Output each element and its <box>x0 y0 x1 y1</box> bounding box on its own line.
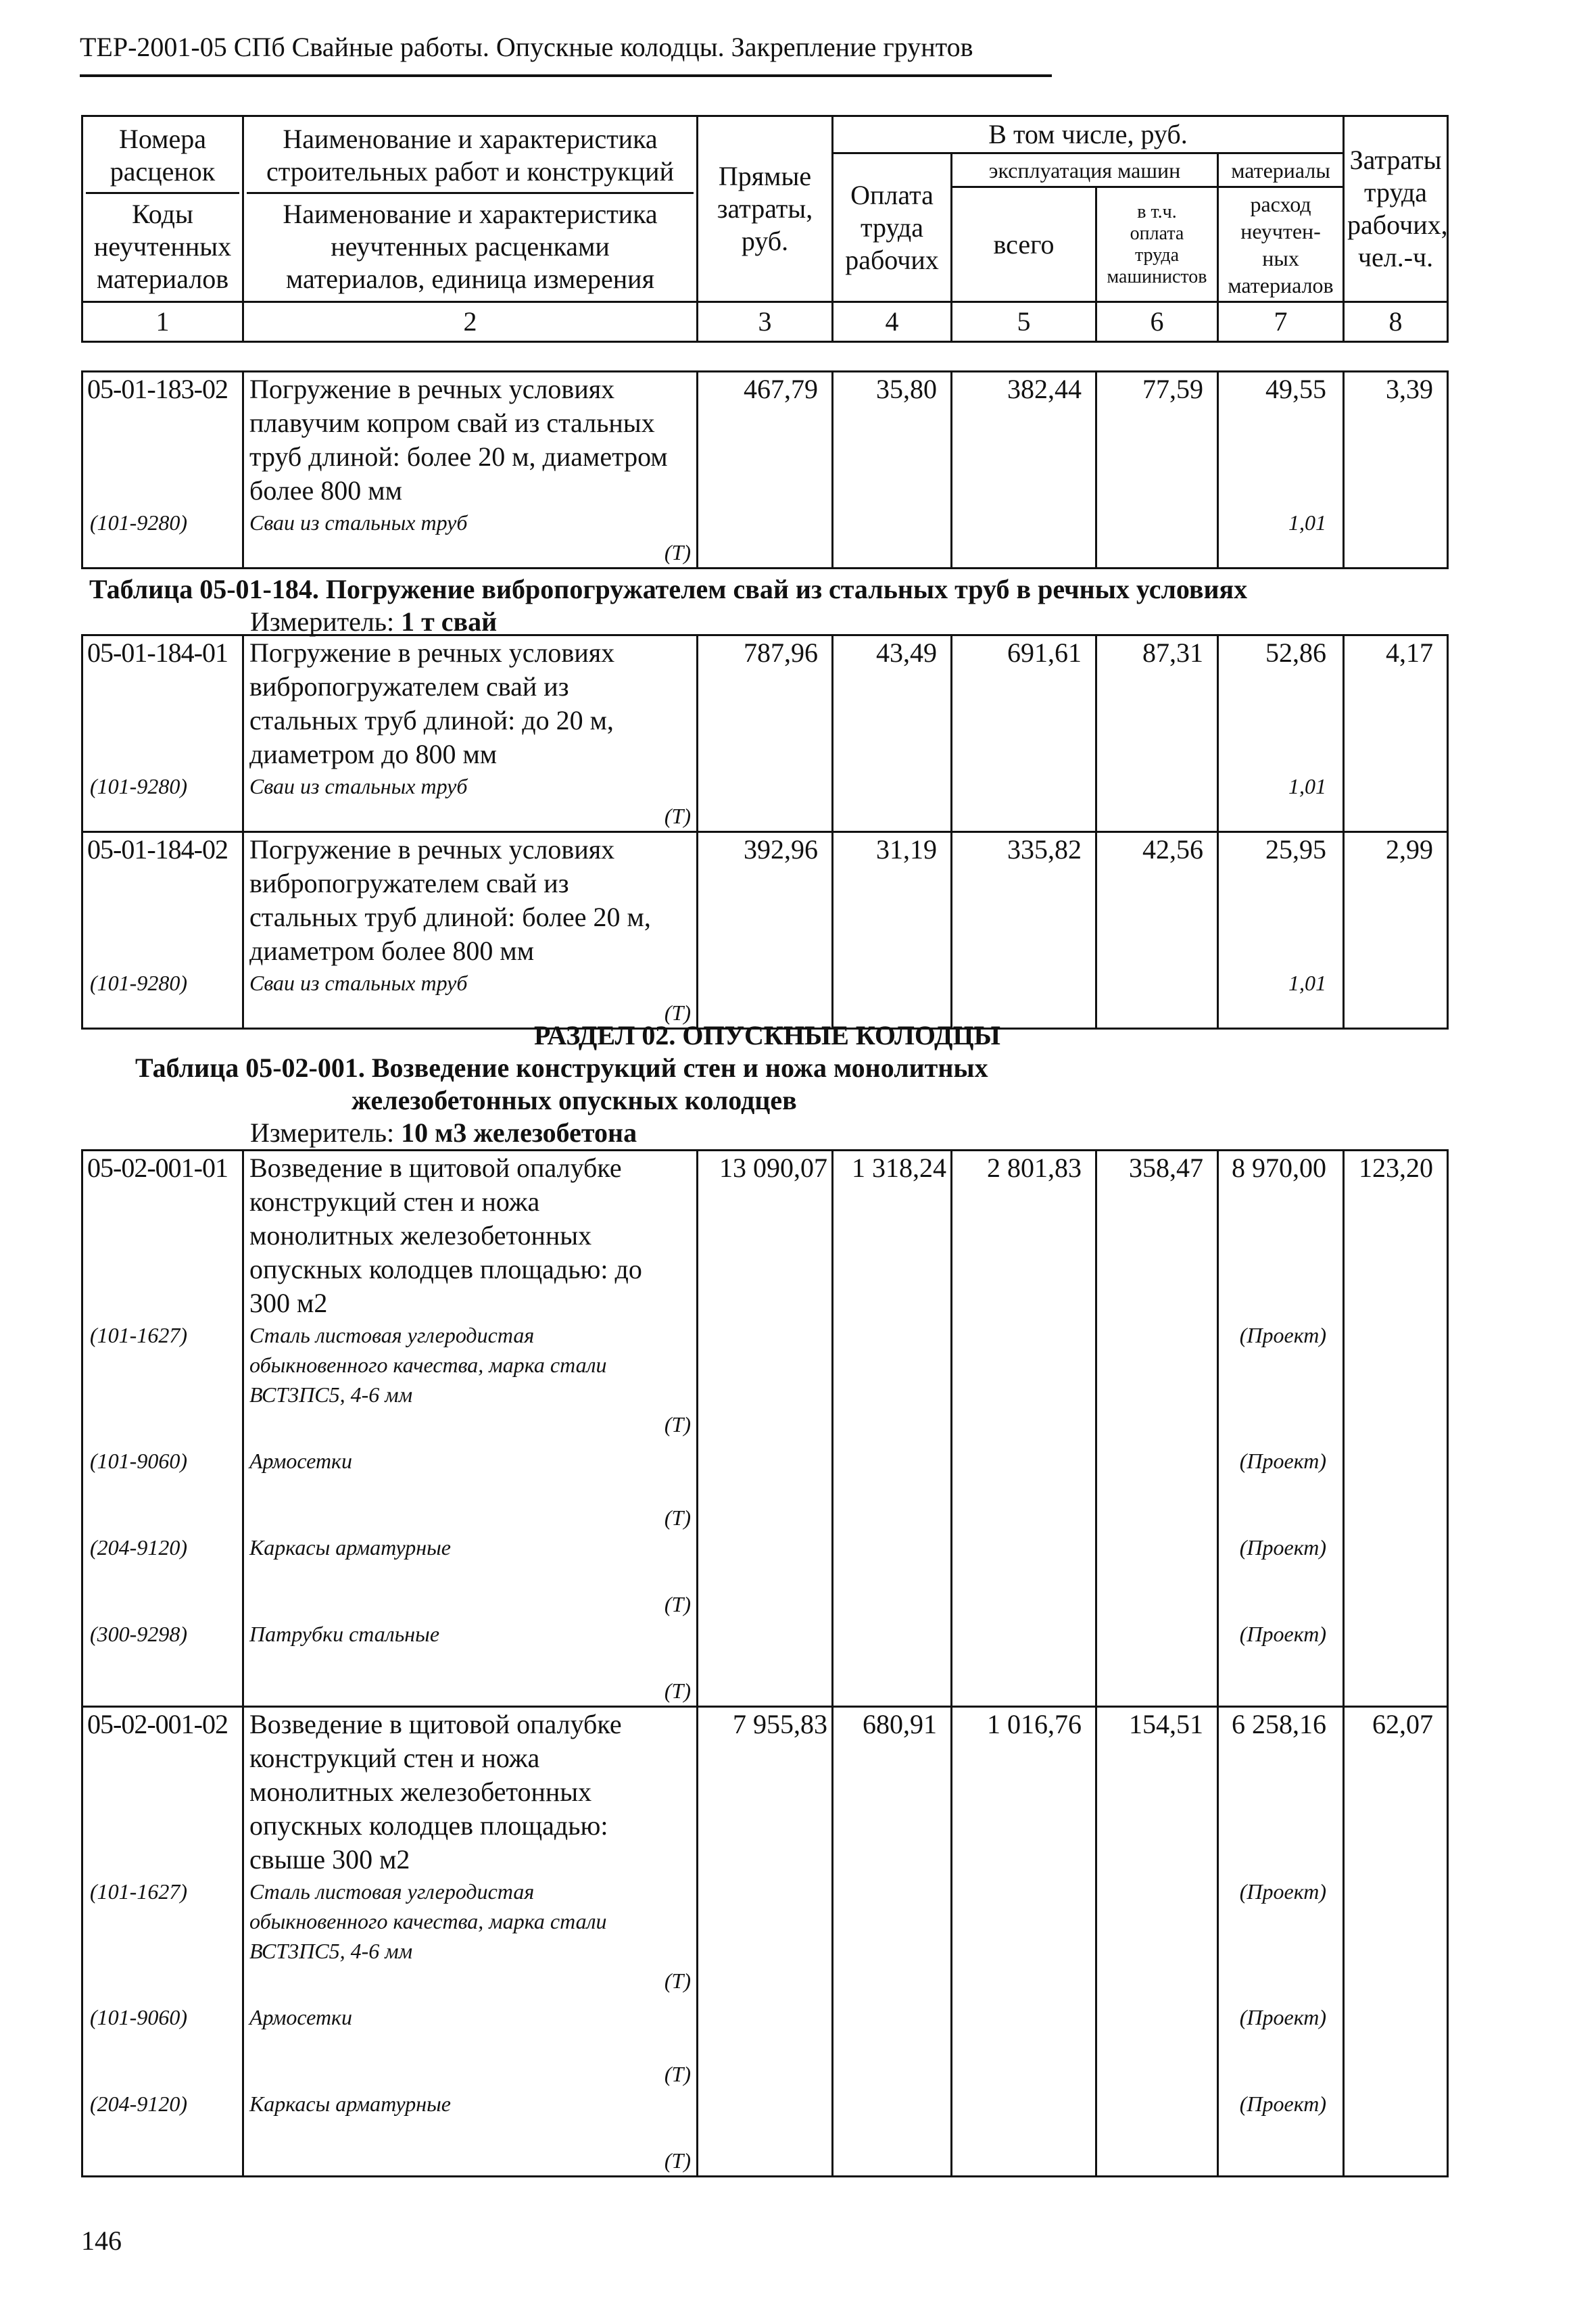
labor-pay: 43,49 <box>833 635 952 772</box>
materials: 49,55 <box>1218 372 1344 508</box>
material-consumption: (Проект) <box>1218 1439 1344 1533</box>
direct-costs: 392,96 <box>698 832 833 969</box>
machines-total: 2 801,83 <box>952 1151 1096 1321</box>
material-code: (101-9280) <box>82 771 243 832</box>
material-row <box>82 1533 1448 1619</box>
col-number: 8 <box>1344 302 1448 342</box>
labor-hours: 62,07 <box>1344 1707 1448 1877</box>
rate-table-183 <box>81 370 1449 569</box>
unit-mark: (Т) <box>664 1505 691 1530</box>
col-5-header: всего <box>952 187 1096 302</box>
material-row <box>82 1320 1448 1439</box>
material-consumption: (Проект) <box>1218 1320 1344 1439</box>
material-consumption: (Проект) <box>1218 1619 1344 1707</box>
rate-code: 05-02-001-01 <box>82 1151 243 1321</box>
rate-code: 05-01-183-02 <box>82 372 243 508</box>
machinists-pay: 358,47 <box>1096 1151 1218 1321</box>
work-name: Возведение в щитовой опалубке конструкций стен и ножа монолитных железобетонных опускных колодцев площадью: до 300 м2 <box>243 1151 698 1321</box>
material-code: (101-9060) <box>82 1439 243 1533</box>
labor-pay: 1 318,24 <box>833 1151 952 1321</box>
unit-184: Измеритель: 1 т свай <box>250 606 498 637</box>
header-rule <box>80 74 1052 77</box>
material-code: (300-9298) <box>82 1619 243 1707</box>
machinists-pay: 87,31 <box>1096 635 1218 772</box>
col-number: 3 <box>698 302 833 342</box>
machinists-pay: 42,56 <box>1096 832 1218 969</box>
material-consumption: (Проект) <box>1218 1877 1344 1996</box>
material-row <box>82 508 1448 569</box>
labor-pay: 31,19 <box>833 832 952 969</box>
material-consumption: (Проект) <box>1218 1533 1344 1619</box>
rate-code: 05-01-184-02 <box>82 832 243 969</box>
material-name: Сталь листовая углеродистая обыкновенного качества, марка стали ВСТ3ПС5, 4-6 мм <box>249 1879 607 1963</box>
direct-costs: 7 955,83 <box>698 1707 833 1877</box>
col-8-header: Затраты труда рабочих, чел.-ч. <box>1344 116 1448 302</box>
machinists-pay: 77,59 <box>1096 372 1218 508</box>
labor-pay: 680,91 <box>833 1707 952 1877</box>
rate-row <box>82 635 1448 772</box>
work-name: Возведение в щитовой опалубке конструкций стен и ножа монолитных железобетонных опускных колодцев площадью: свыше 300 м2 <box>243 1707 698 1877</box>
material-name: Сталь листовая углеродистая обыкновенного качества, марка стали ВСТ3ПС5, 4-6 мм <box>249 1323 607 1407</box>
unit-mark: (Т) <box>664 1679 691 1703</box>
material-name: Сваи из стальных труб <box>249 510 468 535</box>
col-3-header: Прямые затраты, руб. <box>698 116 833 302</box>
rate-row <box>82 1151 1448 1321</box>
material-consumption: 1,01 <box>1218 771 1344 832</box>
page-number: 146 <box>81 2225 122 2256</box>
material-code: (204-9120) <box>82 1533 243 1619</box>
machines-total: 1 016,76 <box>952 1707 1096 1877</box>
material-name: Армосетки <box>249 2005 353 2029</box>
machines-total: 335,82 <box>952 832 1096 969</box>
col-1-header: Номера расценок Коды неучтенных материалов <box>82 116 243 302</box>
material-row <box>82 2089 1448 2177</box>
material-code: (101-1627) <box>82 1320 243 1439</box>
col-7-header: расход неучтен- ных материалов <box>1218 187 1344 302</box>
machines-group-header: эксплуатация машин <box>952 153 1218 187</box>
material-code: (101-1627) <box>82 1877 243 1996</box>
col-4-header: Оплата труда рабочих <box>833 153 952 302</box>
rate-code: 05-02-001-02 <box>82 1707 243 1877</box>
unit-mark: (Т) <box>664 2148 691 2173</box>
col-number: 6 <box>1096 302 1218 342</box>
work-name: Погружение в речных условиях вибропогружателем свай из стальных труб длиной: более 20 м, диаметром более 800 мм <box>243 832 698 969</box>
material-consumption: 1,01 <box>1218 508 1344 569</box>
rate-table-184 <box>81 634 1449 1030</box>
material-consumption: 1,01 <box>1218 968 1344 1029</box>
material-consumption: (Проект) <box>1218 1996 1344 2089</box>
material-name: Сваи из стальных труб <box>249 971 468 995</box>
rate-table-001 <box>81 1149 1449 2177</box>
unit-001: Измеритель: 10 м3 железобетона <box>250 1117 637 1148</box>
section-title: РАЗДЕЛ 02. ОПУСКНЫЕ КОЛОДЦЫ <box>534 1020 1000 1051</box>
column-header-table <box>81 115 1449 343</box>
material-code: (101-9060) <box>82 1996 243 2089</box>
unit-mark: (Т) <box>664 1969 691 1993</box>
machines-total: 382,44 <box>952 372 1096 508</box>
page-header: ТЕР-2001-05 СПб Свайные работы. Опускные колодцы. Закрепление грунтов <box>80 32 973 62</box>
material-code: (101-9280) <box>82 508 243 569</box>
materials: 6 258,16 <box>1218 1707 1344 1877</box>
col-number: 7 <box>1218 302 1344 342</box>
machinists-pay: 154,51 <box>1096 1707 1218 1877</box>
unit-mark: (Т) <box>664 1412 691 1437</box>
rate-row <box>82 832 1448 969</box>
material-row <box>82 1996 1448 2089</box>
unit-mark: (Т) <box>664 2062 691 2086</box>
work-name: Погружение в речных условиях вибропогружателем свай из стальных труб длиной: до 20 м, диаметром до 800 мм <box>243 635 698 772</box>
unit-mark: (Т) <box>664 1000 691 1025</box>
materials-group-header: материалы <box>1218 153 1344 187</box>
material-code: (204-9120) <box>82 2089 243 2177</box>
material-code: (101-9280) <box>82 968 243 1029</box>
material-row <box>82 1619 1448 1707</box>
rate-row <box>82 1707 1448 1877</box>
table-title-184: Таблица 05-01-184. Погружение вибропогружателем свай из стальных труб в речных условиях <box>89 574 1248 604</box>
unit-mark: (Т) <box>664 1592 691 1616</box>
included-group-header: В том числе, руб. <box>833 116 1344 153</box>
work-name: Погружение в речных условиях плавучим копром свай из стальных труб длиной: более 20 м, диаметром более 800 мм <box>243 372 698 508</box>
col-2-header: Наименование и характеристика строительных работ и конструкций Наименование и характеристика неучтенных расценками материалов, единица измерения <box>243 116 698 302</box>
direct-costs: 467,79 <box>698 372 833 508</box>
machines-total: 691,61 <box>952 635 1096 772</box>
material-name: Каркасы арматурные <box>249 2092 451 2116</box>
rate-row <box>82 372 1448 508</box>
materials: 52,86 <box>1218 635 1344 772</box>
table-title-001-line2: железобетонных опускных колодцев <box>352 1085 797 1115</box>
labor-pay: 35,80 <box>833 372 952 508</box>
direct-costs: 13 090,07 <box>698 1151 833 1321</box>
material-row <box>82 771 1448 832</box>
material-name: Сваи из стальных труб <box>249 774 468 798</box>
material-row <box>82 1877 1448 1996</box>
labor-hours: 2,99 <box>1344 832 1448 969</box>
unit-mark: (Т) <box>664 540 691 564</box>
materials: 25,95 <box>1218 832 1344 969</box>
unit-mark: (Т) <box>664 804 691 828</box>
labor-hours: 4,17 <box>1344 635 1448 772</box>
materials: 8 970,00 <box>1218 1151 1344 1321</box>
table-title-001-line1: Таблица 05-02-001. Возведение конструкций стен и ножа монолитных <box>135 1053 988 1083</box>
direct-costs: 787,96 <box>698 635 833 772</box>
material-name: Армосетки <box>249 1449 353 1473</box>
material-name: Каркасы арматурные <box>249 1535 451 1560</box>
rate-code: 05-01-184-01 <box>82 635 243 772</box>
col-number: 2 <box>243 302 698 342</box>
material-consumption: (Проект) <box>1218 2089 1344 2177</box>
labor-hours: 3,39 <box>1344 372 1448 508</box>
labor-hours: 123,20 <box>1344 1151 1448 1321</box>
col-number: 5 <box>952 302 1096 342</box>
col-number: 1 <box>82 302 243 342</box>
col-number: 4 <box>833 302 952 342</box>
col-6-header: в т.ч. оплата труда машинистов <box>1096 187 1218 302</box>
material-row <box>82 1439 1448 1533</box>
material-name: Патрубки стальные <box>249 1622 440 1646</box>
